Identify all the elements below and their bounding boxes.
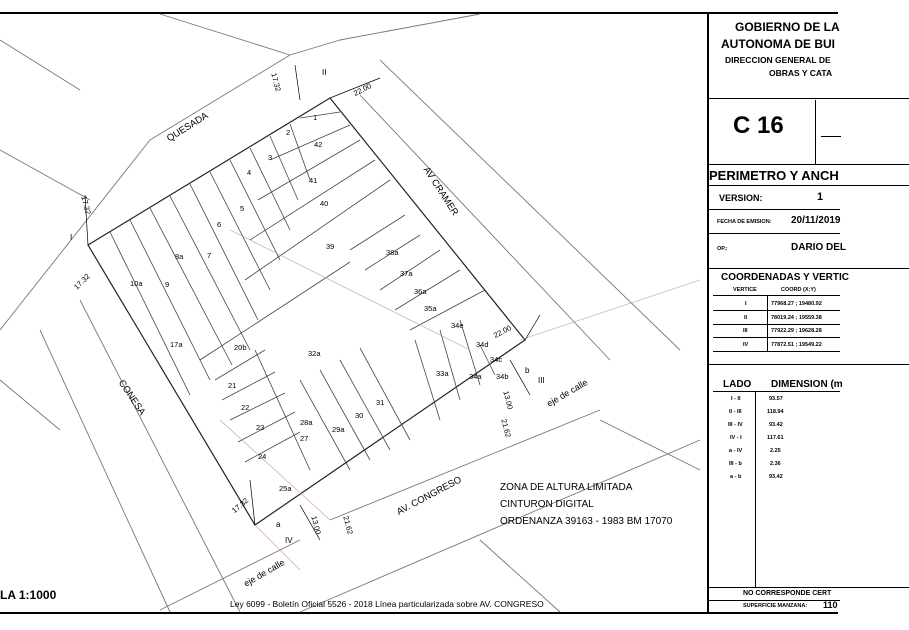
parcel-label: 8a — [175, 252, 184, 261]
vertex-a: a — [276, 520, 281, 529]
lado-name: IV - I — [730, 435, 742, 441]
dimension-label: 13.00 — [501, 390, 515, 411]
parcel-label: 37a — [400, 269, 413, 278]
scale-label: LA 1:1000 — [0, 588, 57, 602]
parcel-label: 1 — [313, 113, 318, 122]
vertex-iv: IV — [285, 536, 293, 545]
op-value: DARIO DEL — [791, 242, 846, 253]
parcel-label: 40 — [320, 199, 329, 208]
parcel-label: 22 — [241, 403, 250, 412]
vertex-iii: III — [538, 376, 545, 385]
lado-dim: 93.42 — [769, 422, 783, 428]
coord-header-coord: COORD (X;Y) — [781, 287, 816, 293]
fecha-value: 20/11/2019 — [791, 215, 841, 226]
lado-name: III - b — [729, 461, 742, 467]
superficie-label: SUPERFICIE MANZANA: — [743, 603, 808, 609]
street-av-congreso: AV. CONGRESO — [395, 474, 464, 518]
coord-vertex: IV — [743, 342, 749, 348]
parcel-label: 39 — [326, 242, 335, 251]
parcel-label: 42 — [314, 140, 323, 149]
parcel-label: 17a — [170, 340, 183, 349]
zona-line-3: ORDENANZA 39163 - 1983 BM 17070 — [500, 516, 673, 527]
gov-line-4: OBRAS Y CATA — [769, 68, 833, 78]
dimension-label: 21.62 — [341, 515, 355, 536]
parcel-label: 32a — [308, 349, 321, 358]
dimension-label: 22.00 — [352, 81, 373, 98]
parcel-label: 6 — [217, 220, 222, 229]
coord-title: COORDENADAS Y VERTIC — [721, 272, 849, 283]
parcel-label: 41 — [309, 176, 318, 185]
parcel-label: 34a — [469, 372, 482, 381]
parcel-label: 2 — [286, 128, 291, 137]
lado-dim: 93.42 — [769, 474, 783, 480]
parcel-label: 28a — [300, 418, 313, 427]
lado-name: a - IV — [729, 448, 743, 454]
parcel-label: 33a — [436, 369, 449, 378]
gov-line-1: GOBIERNO DE LA — [735, 20, 840, 34]
coord-vertex: II — [744, 315, 748, 321]
parcel-label: 38a — [386, 248, 399, 257]
version-label: VERSION: — [719, 193, 763, 203]
superficie-value: 110 — [823, 600, 838, 610]
parcel-label: 7 — [207, 251, 212, 260]
dimension-label: 17.32 — [72, 271, 92, 292]
lado-header: LADO — [723, 379, 752, 390]
fecha-label: FECHA DE EMISION: — [717, 219, 772, 225]
street-conesa: CONESA — [115, 378, 148, 418]
footer-note: Ley 6099 - Boletín Oficial 5526 - 2018 Línea particularizada sobre AV. CONGRESO — [230, 599, 544, 609]
gov-line-3: DIRECCION GENERAL DE — [725, 55, 831, 65]
parcel-label: 29a — [332, 425, 345, 434]
coord-value: 77872.51 ; 19549.22 — [771, 342, 822, 348]
dimension-label: 22.00 — [492, 323, 513, 340]
coord-header-vertice: VERTICE — [733, 287, 757, 293]
lado-dim: 93.57 — [769, 396, 783, 402]
eje-de-calle-right: eje de calle — [545, 377, 590, 409]
perimetro-title: PERIMETRO Y ANCH — [709, 168, 839, 183]
no-corresponde-text: NO CORRESPONDE CERT — [743, 590, 832, 597]
eje-de-calle-bottom: eje de calle — [242, 557, 287, 589]
lado-name: a - b — [730, 474, 742, 480]
vertex-b: b — [525, 366, 530, 375]
op-label: OP.: — [717, 246, 728, 252]
plan-code: C 16 — [733, 112, 784, 139]
parcel-label: 34e — [451, 321, 464, 330]
version-value: 1 — [817, 191, 824, 203]
title-block — [707, 12, 849, 614]
parcel-label: 20b — [234, 343, 247, 352]
vertex-i: I — [70, 233, 73, 242]
dimension-label: 17.32 — [79, 195, 93, 216]
dimension-label: 21.62 — [499, 418, 513, 439]
parcel-label: 23 — [256, 423, 265, 432]
parcel-label: 34b — [496, 372, 509, 381]
dimension-header: DIMENSION (m — [771, 379, 843, 390]
zona-line-2: CINTURON DIGITAL — [500, 499, 594, 510]
lado-dim: 117.61 — [767, 435, 784, 441]
parcel-label: 31 — [376, 398, 385, 407]
parcel-label: 34d — [476, 340, 489, 349]
street-av-cramer: AV CRAMER — [420, 165, 461, 218]
street-quesada: QUESADA — [165, 110, 211, 145]
parcel-label: 27 — [300, 434, 309, 443]
parcel-label: 35a — [424, 304, 437, 313]
parcel-label: 9 — [165, 280, 170, 289]
parcel-label: 34c — [490, 355, 503, 364]
lado-name: I - II — [731, 396, 741, 402]
lado-dim: 2.36 — [770, 461, 781, 467]
coord-vertex: I — [745, 301, 747, 307]
lado-name: III - IV — [728, 422, 743, 428]
parcel-label: 5 — [240, 204, 245, 213]
dimension-label: 13.00 — [309, 515, 323, 536]
parcel-label: 25a — [279, 484, 292, 493]
lado-dim: 118.94 — [767, 409, 784, 415]
coord-vertex: III — [743, 328, 748, 334]
coord-value: 77968.27 ; 19480.92 — [771, 301, 822, 307]
vertex-ii: II — [322, 68, 327, 77]
dimension-label: 17.32 — [230, 495, 251, 515]
parcel-label: 30 — [355, 411, 364, 420]
dimension-label: 17.32 — [269, 72, 283, 93]
zona-line-1: ZONA DE ALTURA LIMITADA — [500, 482, 633, 493]
parcel-label: 3 — [268, 153, 273, 162]
lado-dim: 2.25 — [770, 448, 781, 454]
parcel-label: 24 — [258, 452, 267, 461]
parcel-label: 36a — [414, 287, 427, 296]
parcel-label: 21 — [228, 381, 237, 390]
lado-name: II - III — [729, 409, 742, 415]
coord-value: 77922.29 ; 19628.28 — [771, 328, 822, 334]
gov-line-2: AUTONOMA DE BUI — [721, 37, 835, 51]
parcel-label: 4 — [247, 168, 252, 177]
parcel-label: 10a — [130, 279, 143, 288]
coord-value: 78019.24 ; 19559.38 — [771, 315, 822, 321]
